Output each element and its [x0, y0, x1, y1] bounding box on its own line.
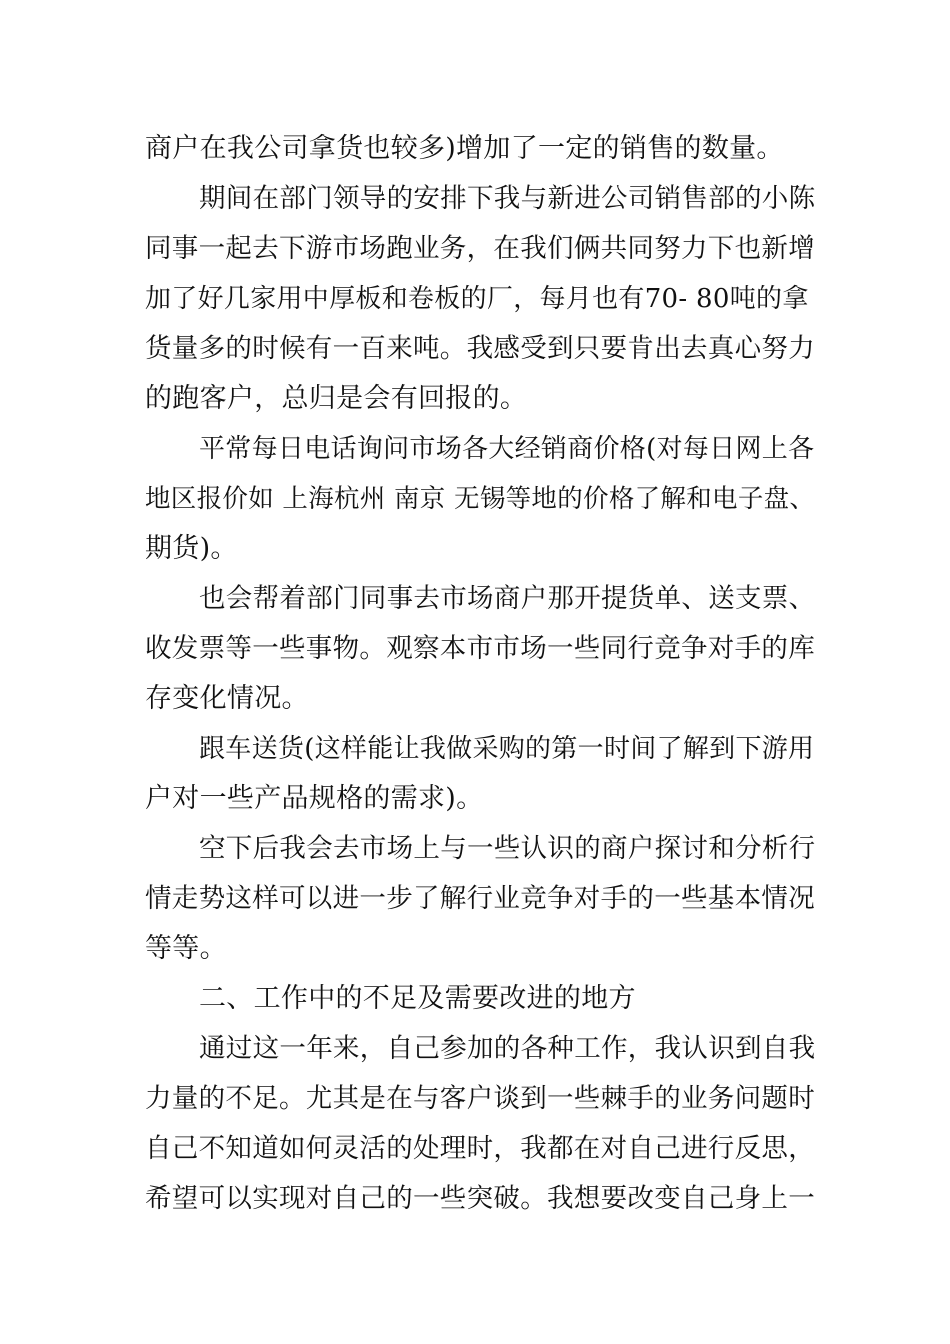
text-line: 空下后我会去市场上与一些认识的商户探讨和分析行: [199, 833, 816, 864]
text-line: 自己不知道如何灵活的处理时，我都在对自己进行反思，: [145, 1133, 815, 1164]
text-line: 货量多的时候有一百来吨。我感受到只要肯出去真心努力: [145, 333, 815, 364]
text-line: 通过这一年来，自己参加的各种工作，我认识到自我: [199, 1033, 816, 1064]
text-line: 平常每日电话询问市场各大经销商价格(对每日网上各: [199, 434, 815, 464]
text-line: 希望可以实现对自己的一些突破。我想要改变自己身上一: [145, 1183, 815, 1214]
text-line: 期间在部门领导的安排下我与新进公司销售部的小陈: [199, 183, 816, 214]
text-line: 加了好几家用中厚板和卷板的厂，每月也有70- 80吨的拿: [145, 284, 809, 314]
text-line: 情走势这样可以进一步了解行业竞争对手的一些基本情况: [145, 883, 815, 914]
text-line: 商户在我公司拿货也较多)增加了一定的销售的数量。: [145, 133, 784, 164]
text-line: 地区报价如 上海杭州 南京 无锡等地的价格了解和电子盘、: [145, 484, 816, 514]
document-body: [145, 124, 815, 1224]
text-line: 的跑客户，总归是会有回报的。: [145, 383, 528, 414]
text-line: 存变化情况。: [145, 683, 309, 714]
text-line: 收发票等一些事物。观察本市市场一些同行竞争对手的库: [145, 633, 815, 664]
text-line: 等等。: [145, 933, 227, 964]
text-line: 期货)。: [145, 533, 238, 564]
text-line: 户对一些产品规格的需求)。: [145, 783, 484, 814]
section-heading: 二、工作中的不足及需要改进的地方: [199, 983, 636, 1014]
text-line: 跟车送货(这样能让我做采购的第一时间了解到下游用: [199, 734, 815, 764]
text-line: 同事一起去下游市场跑业务，在我们俩共同努力下也新增: [145, 233, 815, 264]
text-line: 力量的不足。尤其是在与客户谈到一些棘手的业务问题时: [145, 1083, 815, 1114]
text-line: 也会帮着部门同事去市场商户那开提货单、送支票、: [199, 583, 816, 614]
